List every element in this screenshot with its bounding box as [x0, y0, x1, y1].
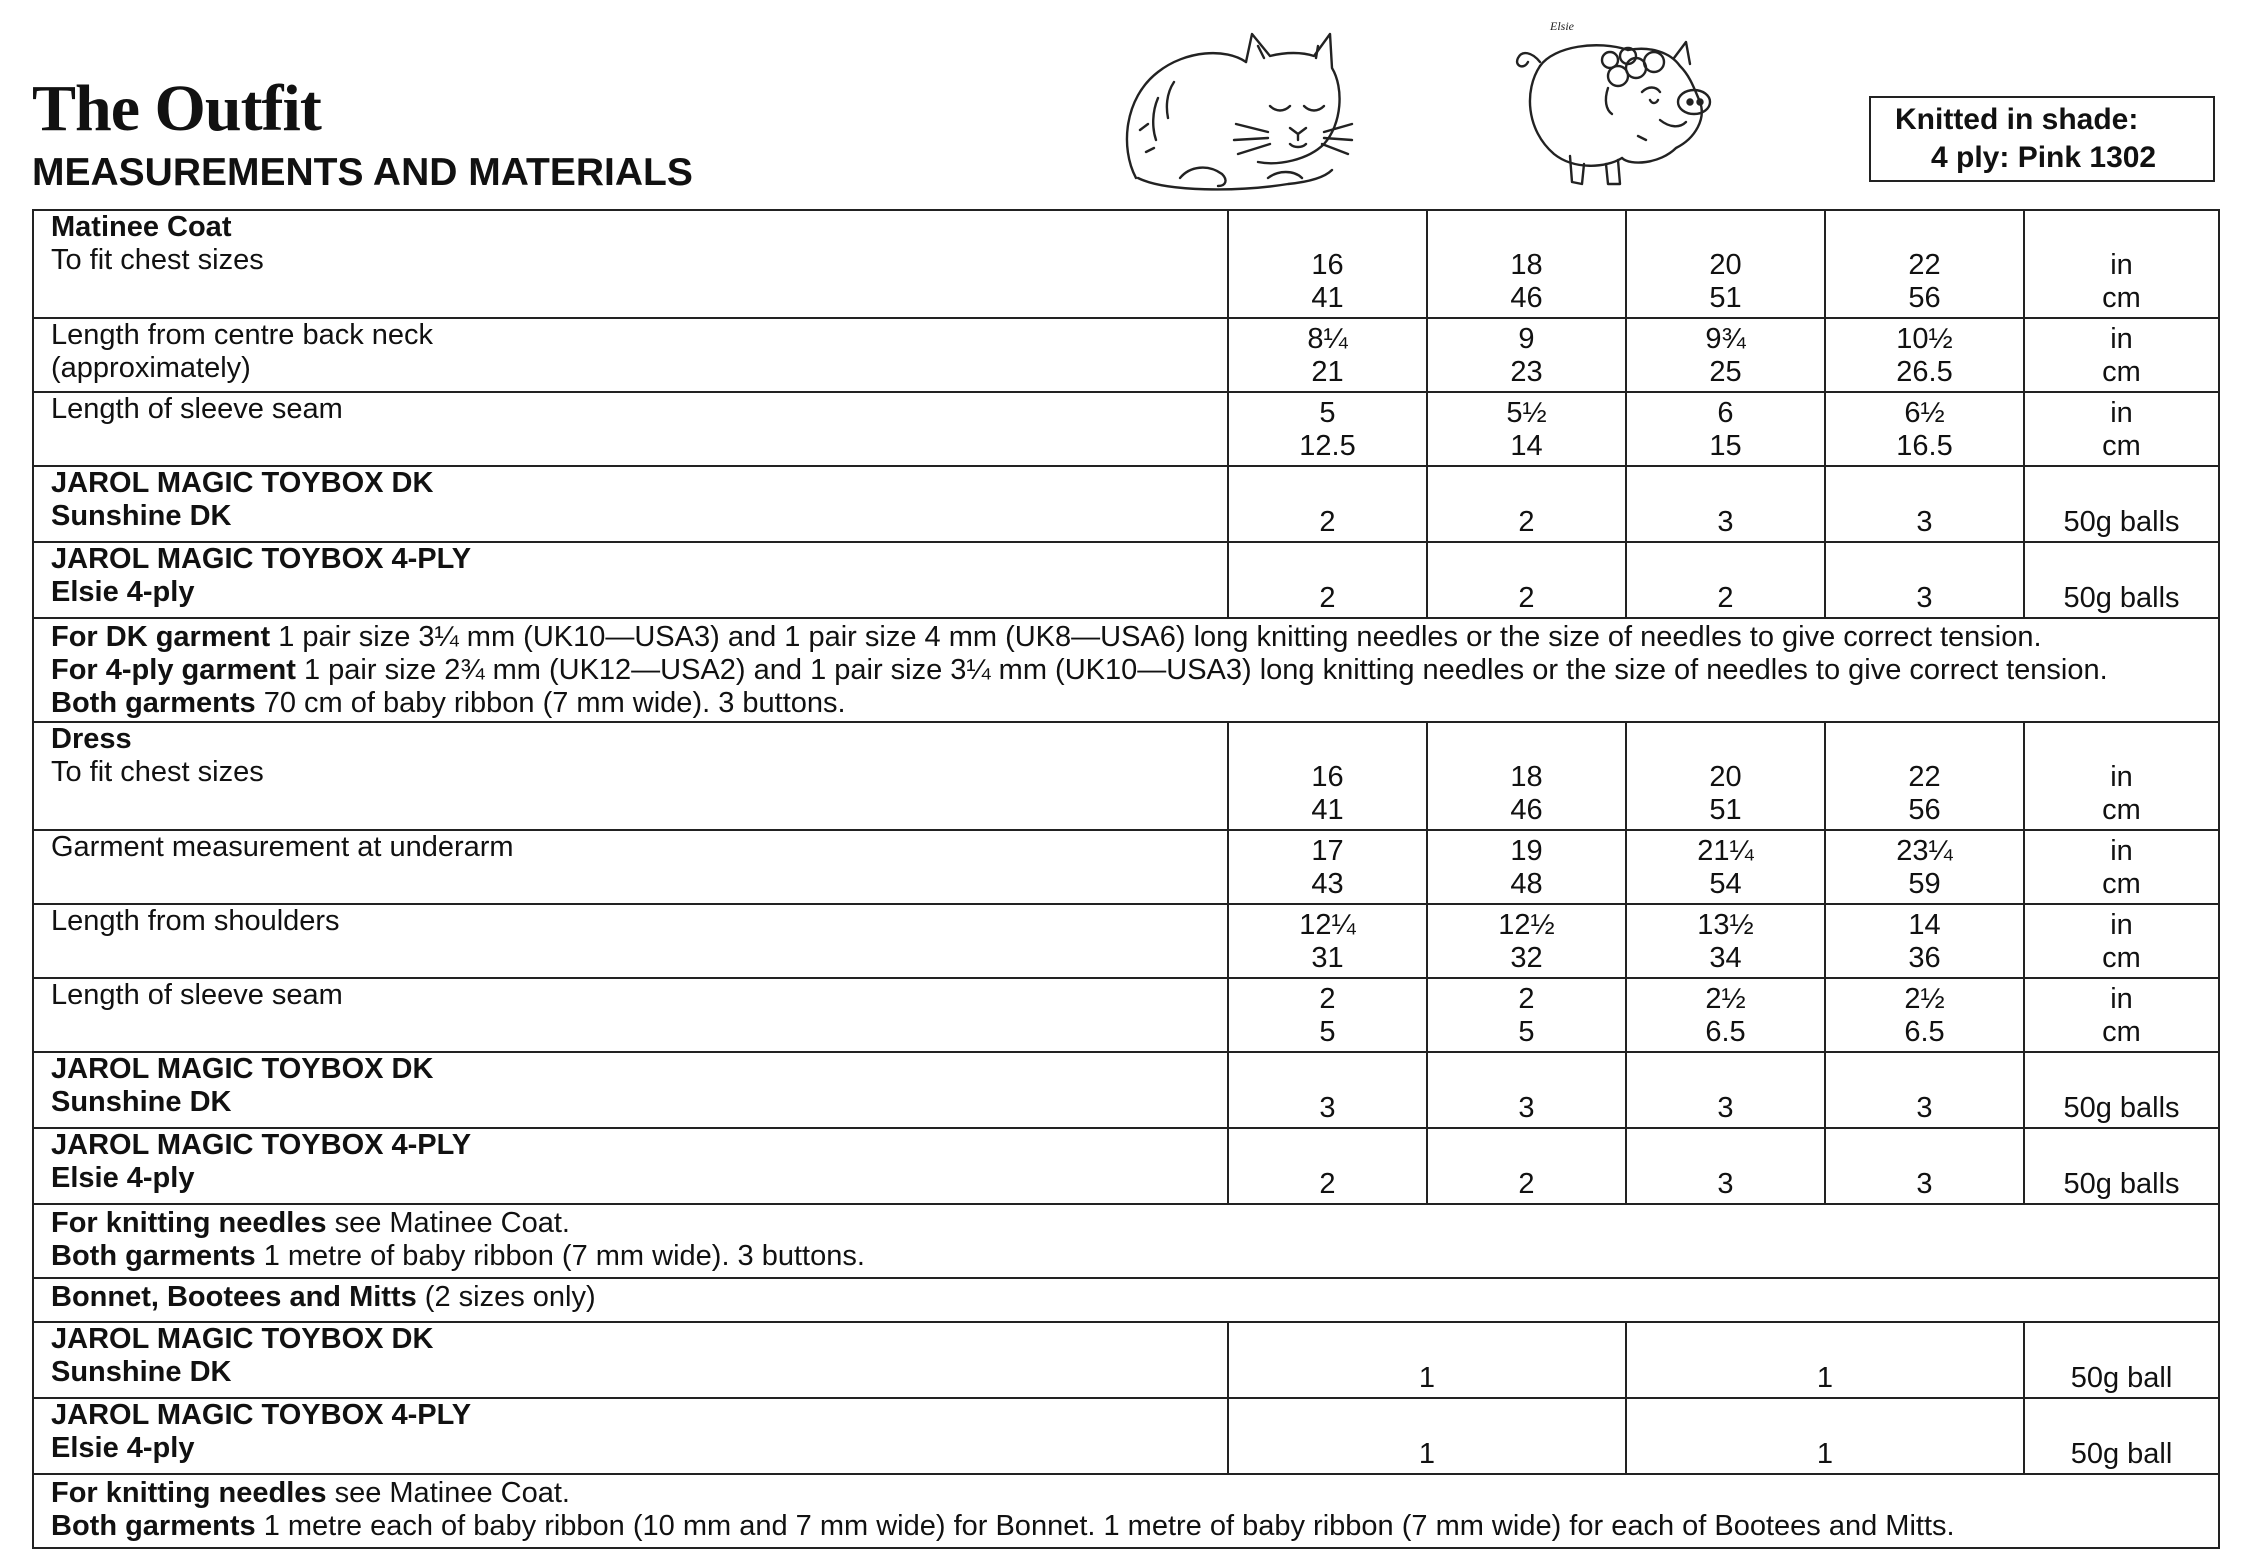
unit-cell: 50g ball	[2024, 1322, 2219, 1398]
value-cell: 3	[1825, 542, 2024, 618]
notes-cell	[33, 1474, 2219, 1548]
unit-cell: in cm	[2024, 210, 2219, 318]
value-cell: 20 51	[1626, 722, 1825, 830]
unit-cell: 50g balls	[2024, 466, 2219, 542]
page-subtitle: MEASUREMENTS AND MATERIALS	[32, 151, 693, 194]
pig-signature: Elsie	[1550, 19, 1574, 33]
measurement-label-cell	[33, 722, 1228, 830]
value-cell: 14 36	[1825, 904, 2024, 978]
value-cell: 2	[1427, 466, 1626, 542]
bonnet-heading-cell	[33, 1278, 2219, 1322]
note-text: 1 metre of baby ribbon (7 mm wide). 3 buttons.	[255, 1240, 865, 1272]
note-bold-label: Both garments	[51, 1240, 256, 1272]
yarn-label-cell	[33, 1322, 1228, 1398]
section-heading: Dress	[51, 723, 132, 755]
yarn-row	[33, 466, 2219, 542]
unit-cell: in cm	[2024, 904, 2219, 978]
note-text: 1 pair size 2¾ mm (UK12—USA2) and 1 pair size 3¼ mm (UK10—USA3) long knitting needles or the size of needles to give correct tension.	[295, 654, 2108, 686]
yarn-row	[33, 1052, 2219, 1128]
value-cell: 9¾ 25	[1626, 318, 1825, 392]
measurement-row	[33, 722, 2219, 830]
note-bold-label: Both garments	[51, 687, 256, 719]
value-cell: 23¼ 59	[1825, 830, 2024, 904]
measurement-label-cell	[33, 978, 1228, 1052]
yarn-name: JAROL MAGIC TOYBOX 4-PLY	[51, 1399, 472, 1431]
value-cell: 3	[1626, 1052, 1825, 1128]
measurements-table	[32, 209, 2220, 1549]
yarn-shade: Elsie 4-ply	[51, 576, 195, 608]
yarn-label-cell	[33, 542, 1228, 618]
measurement-label: To fit chest sizes	[51, 244, 264, 276]
value-cell: 2	[1228, 542, 1427, 618]
value-cell: 2	[1427, 542, 1626, 618]
unit-cell: in cm	[2024, 722, 2219, 830]
measurement-label-cell	[33, 210, 1228, 318]
notes-row	[33, 618, 2219, 722]
measurement-label-cell	[33, 318, 1228, 392]
shade-box-line-2: 4 ply: Pink 1302	[1931, 141, 2157, 174]
measurement-row	[33, 904, 2219, 978]
measurement-label: Length of sleeve seam	[51, 393, 343, 425]
value-cell: 3	[1626, 466, 1825, 542]
notes-cell	[33, 618, 2219, 722]
value-cell: 17 43	[1228, 830, 1427, 904]
note-line	[51, 1477, 2218, 1510]
yarn-name: JAROL MAGIC TOYBOX DK	[51, 1053, 434, 1085]
yarn-shade: Sunshine DK	[51, 1356, 232, 1388]
value-cell: 3	[1825, 1052, 2024, 1128]
section-heading-row	[33, 1278, 2219, 1322]
yarn-shade: Sunshine DK	[51, 500, 232, 532]
note-line	[51, 621, 2218, 654]
yarn-label-cell	[33, 466, 1228, 542]
value-cell: 2	[1228, 1128, 1427, 1204]
yarn-shade: Sunshine DK	[51, 1086, 232, 1118]
note-bold-label: For knitting needles	[51, 1207, 327, 1239]
unit-cell: 50g balls	[2024, 542, 2219, 618]
measurement-label: Length from shoulders	[51, 905, 340, 937]
measurement-row	[33, 210, 2219, 318]
value-cell: 18 46	[1427, 722, 1626, 830]
unit-cell: 50g balls	[2024, 1128, 2219, 1204]
unit-cell: 50g ball	[2024, 1398, 2219, 1474]
value-cell: 2½ 6.5	[1825, 978, 2024, 1052]
yarn-label-cell	[33, 1052, 1228, 1128]
value-cell: 12½ 32	[1427, 904, 1626, 978]
yarn-name: JAROL MAGIC TOYBOX 4-PLY	[51, 543, 472, 575]
measurement-label: Length from centre back neck	[51, 319, 434, 351]
value-cell: 1	[1626, 1322, 2024, 1398]
yarn-name: JAROL MAGIC TOYBOX DK	[51, 467, 434, 499]
measurement-label-cell	[33, 830, 1228, 904]
measurement-label: Length of sleeve seam	[51, 979, 343, 1011]
measurement-row	[33, 392, 2219, 466]
yarn-shade: Elsie 4-ply	[51, 1162, 195, 1194]
value-cell: 6 15	[1626, 392, 1825, 466]
yarn-name: JAROL MAGIC TOYBOX DK	[51, 1323, 434, 1355]
note-line	[51, 1240, 2218, 1273]
measurement-label-cell	[33, 904, 1228, 978]
measurement-label: (approximately)	[51, 352, 251, 384]
yarn-label-cell	[33, 1128, 1228, 1204]
yarn-row	[33, 1128, 2219, 1204]
shade-box-line-1: Knitted in shade:	[1895, 103, 2139, 136]
value-cell: 3	[1228, 1052, 1427, 1128]
value-cell: 3	[1825, 466, 2024, 542]
note-text: 70 cm of baby ribbon (7 mm wide). 3 buttons.	[255, 687, 846, 719]
value-cell: 2½ 6.5	[1626, 978, 1825, 1052]
notes-row	[33, 1204, 2219, 1278]
shade-info-box	[1869, 96, 2215, 182]
note-line	[51, 1207, 2218, 1240]
value-cell: 12¼ 31	[1228, 904, 1427, 978]
note-text: 1 metre each of baby ribbon (10 mm and 7 mm wide) for Bonnet. 1 metre of baby ribbon (7 mm wide) for each of Bootees and Mitts.	[255, 1510, 1955, 1542]
section-heading: Matinee Coat	[51, 211, 232, 243]
unit-cell: 50g balls	[2024, 1052, 2219, 1128]
note-bold-label: For 4-ply garment	[51, 654, 296, 686]
measurement-label: Garment measurement at underarm	[51, 831, 514, 863]
measurement-label-cell	[33, 392, 1228, 466]
value-cell: 5 12.5	[1228, 392, 1427, 466]
notes-row	[33, 1474, 2219, 1548]
value-cell: 16 41	[1228, 722, 1427, 830]
yarn-row	[33, 1322, 2219, 1398]
value-cell: 9 23	[1427, 318, 1626, 392]
value-cell: 1	[1228, 1398, 1626, 1474]
note-text: 1 pair size 3¼ mm (UK10—USA3) and 1 pair size 4 mm (UK8—USA6) long knitting needles or the size of needles to give correct tension.	[270, 621, 2042, 653]
unit-cell: in cm	[2024, 978, 2219, 1052]
value-cell: 16 41	[1228, 210, 1427, 318]
value-cell: 6½ 16.5	[1825, 392, 2024, 466]
note-line	[51, 687, 2218, 720]
value-cell: 1	[1626, 1398, 2024, 1474]
value-cell: 10½ 26.5	[1825, 318, 2024, 392]
value-cell: 21¼ 54	[1626, 830, 1825, 904]
value-cell: 22 56	[1825, 210, 2024, 318]
section-heading: Bonnet, Bootees and Mitts	[51, 1281, 417, 1313]
note-line	[51, 1510, 2218, 1543]
unit-cell: in cm	[2024, 830, 2219, 904]
value-cell: 2	[1626, 542, 1825, 618]
value-cell: 3	[1626, 1128, 1825, 1204]
unit-cell: in cm	[2024, 392, 2219, 466]
yarn-shade: Elsie 4-ply	[51, 1432, 195, 1464]
measurement-label: To fit chest sizes	[51, 756, 264, 788]
value-cell: 8¼ 21	[1228, 318, 1427, 392]
value-cell: 2 5	[1228, 978, 1427, 1052]
page-title: The Outfit	[32, 72, 321, 145]
value-cell: 19 48	[1427, 830, 1626, 904]
measurement-row	[33, 318, 2219, 392]
value-cell: 22 56	[1825, 722, 2024, 830]
unit-cell: in cm	[2024, 318, 2219, 392]
note-line	[51, 654, 2218, 687]
value-cell: 13½ 34	[1626, 904, 1825, 978]
measurement-row	[33, 978, 2219, 1052]
value-cell: 5½ 14	[1427, 392, 1626, 466]
value-cell: 3	[1427, 1052, 1626, 1128]
note-text: see Matinee Coat.	[326, 1207, 570, 1239]
note-bold-label: For DK garment	[51, 621, 271, 653]
sleeping-cat-illustration	[1118, 28, 1354, 196]
pig-with-flower-illustration	[1510, 18, 1718, 190]
yarn-name: JAROL MAGIC TOYBOX 4-PLY	[51, 1129, 472, 1161]
value-cell: 20 51	[1626, 210, 1825, 318]
section-heading-note: (2 sizes only)	[416, 1281, 596, 1313]
value-cell: 1	[1228, 1322, 1626, 1398]
note-bold-label: Both garments	[51, 1510, 256, 1542]
yarn-row	[33, 542, 2219, 618]
note-bold-label: For knitting needles	[51, 1477, 327, 1509]
note-text: see Matinee Coat.	[326, 1477, 570, 1509]
value-cell: 2 5	[1427, 978, 1626, 1052]
yarn-label-cell	[33, 1398, 1228, 1474]
value-cell: 18 46	[1427, 210, 1626, 318]
measurement-row	[33, 830, 2219, 904]
yarn-row	[33, 1398, 2219, 1474]
notes-cell	[33, 1204, 2219, 1278]
value-cell: 2	[1228, 466, 1427, 542]
value-cell: 3	[1825, 1128, 2024, 1204]
value-cell: 2	[1427, 1128, 1626, 1204]
